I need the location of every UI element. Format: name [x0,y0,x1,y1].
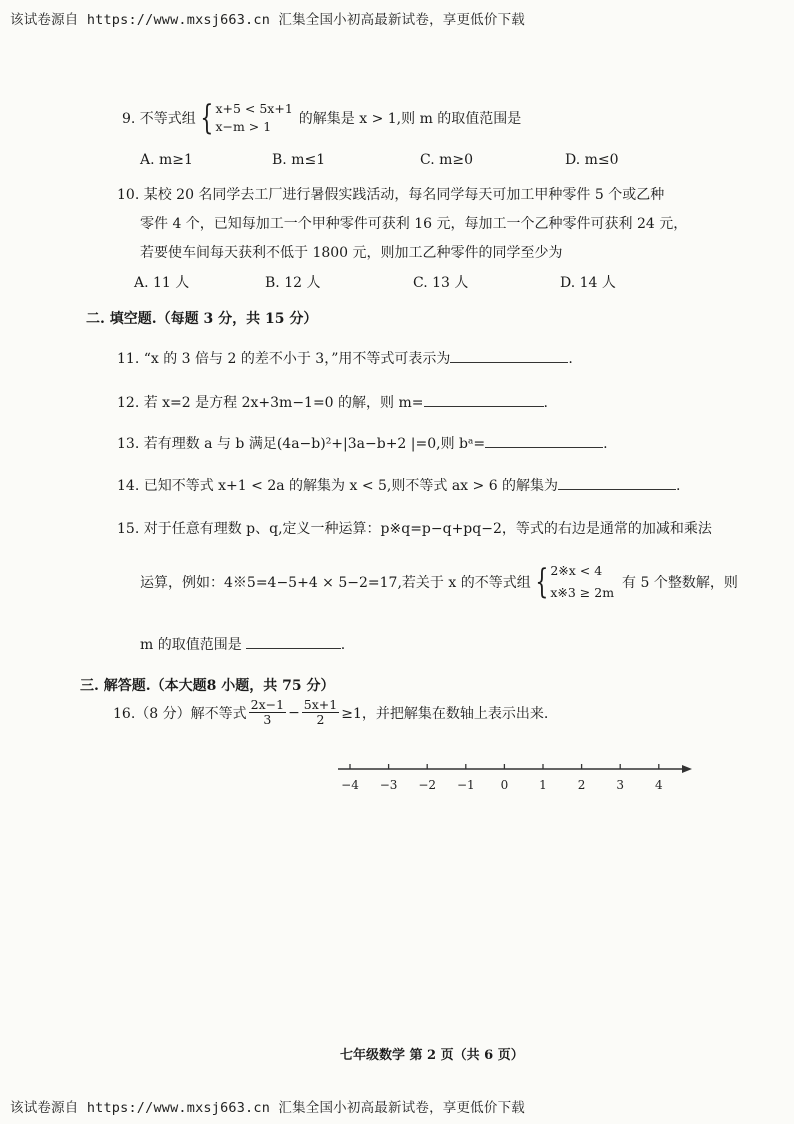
q11-end: . [568,351,573,367]
q15-system-line-1: 2※x < 4 [550,563,603,578]
number-line-tick-label: −4 [341,778,359,792]
number-line-tick-label: 2 [577,778,586,792]
question-9 [122,100,521,136]
q9-option-d: D. m≤0 [565,152,619,168]
number-line-tick-label: −2 [418,778,437,792]
question-11 [117,348,573,368]
header-banner: 该试卷源自 https://www.mxsj663.cn 汇集全国小初高最新试卷，享更低价下载 [10,12,525,28]
question-14 [117,475,681,495]
q15-line-2a: 运算，例如：4※5=4−5+4 × 5−2=17,若关于 x 的不等式组 [140,575,531,591]
q14-end: . [676,478,681,494]
q16-prefix: 16.（8 分）解不等式 [113,705,247,722]
q14-answer-blank[interactable] [558,475,676,490]
q14-text: 14. 已知不等式 x+1 < 2a 的解集为 x < 5,则不等式 ax > 6 的解集为 [117,478,559,494]
q10-option-d: D. 14 人 [560,275,616,291]
q16-fraction-2-numerator: 5x+1 [303,697,338,712]
number-line-tick-label: 0 [500,778,509,792]
q16-fraction-1-numerator: 2x−1 [250,697,285,712]
q15-answer-blank[interactable] [246,634,341,649]
number-line-tick-label: −1 [456,778,475,792]
q15-line-3 [140,634,345,654]
number-line-tick-label: 4 [654,778,663,792]
q9-prefix: 9. 不等式组 [122,111,196,127]
q16-fraction-1-denominator: 3 [263,712,272,727]
number-line-arrow-icon [682,765,692,773]
section-3-heading: 三. 解答题.（本大题8 小题，共 75 分） [80,678,335,694]
q10-line-1: 10. 某校 20 名同学去工厂进行暑假实践活动，每名同学每天可加工甲种零件 5 个或乙种 [117,187,665,203]
q10-option-c: C. 13 人 [413,275,469,291]
q10-line-3: 若要使车间每天获利不低于 1800 元，则加工乙种零件的同学至少为 [140,245,563,261]
q13-answer-blank[interactable] [485,433,603,448]
q9-system-line-2: x−m > 1 [215,119,272,134]
q10-option-b: B. 12 人 [265,275,321,291]
q16-fraction-2-denominator: 2 [316,712,325,727]
q12-text: 12. 若 x=2 是方程 2x+3m−1=0 的解，则 m= [117,395,424,411]
q12-end: . [543,395,548,411]
footer-banner: 该试卷源自 https://www.mxsj663.cn 汇集全国小初高最新试卷，享更低价下载 [10,1100,525,1116]
q16-minus: − [288,704,300,721]
page-footer: 七年级数学 第 2 页（共 6 页） [340,1048,524,1063]
q15-system-line-2: x※3 ≥ 2m [550,585,615,600]
question-16 [113,698,548,727]
q9-system-line-1: x+5 < 5x+1 [215,101,293,116]
left-brace-icon: { [535,562,549,602]
q9-inequality-system [196,100,293,136]
q10-line-2: 零件 4 个，已知每加工一个甲种零件可获利 16 元，每加工一个乙种零件可获利 24 元， [140,216,688,232]
q15-line-2b: 有 5 个整数解，则 [622,575,738,591]
number-line-tick-label: 1 [539,778,547,792]
question-13 [117,433,608,453]
section-2-heading: 二. 填空题.（每题 3 分，共 15 分） [86,311,318,327]
number-line-tick-label: −3 [379,778,398,792]
q9-option-b: B. m≤1 [272,152,326,168]
q15-line-2 [140,560,738,604]
question-12 [117,392,548,412]
q15-line-3-text: m 的取值范围是 [140,637,242,653]
q16-fraction-1 [249,698,286,727]
q9-suffix: 的解集是 x > 1,则 m 的取值范围是 [298,111,522,127]
q9-option-a: A. m≥1 [140,152,193,168]
q11-answer-blank[interactable] [450,348,568,363]
q15-end: . [340,637,346,653]
q16-fraction-2 [302,698,339,727]
q16-suffix: ≥1，并把解集在数轴上表示出来. [341,705,549,722]
q15-inequality-system [531,560,614,604]
q15-line-1: 15. 对于任意有理数 p、q,定义一种运算：p※q=p−q+pq−2，等式的右边是通常的加减和乘法 [117,521,712,537]
q13-text: 13. 若有理数 a 与 b 满足(4a−b)²+|3a−b+2 |=0,则 bᵃ= [117,436,486,452]
q10-option-a: A. 11 人 [134,275,190,291]
q13-end: . [603,436,608,452]
q12-answer-blank[interactable] [424,392,544,407]
left-brace-icon: { [200,98,214,138]
number-line-tick-label: 3 [616,778,625,792]
q11-text: 11. “x 的 3 倍与 2 的差不小于 3，”用不等式可表示为 [117,351,451,367]
number-line [330,755,700,800]
q9-option-c: C. m≥0 [420,152,474,168]
